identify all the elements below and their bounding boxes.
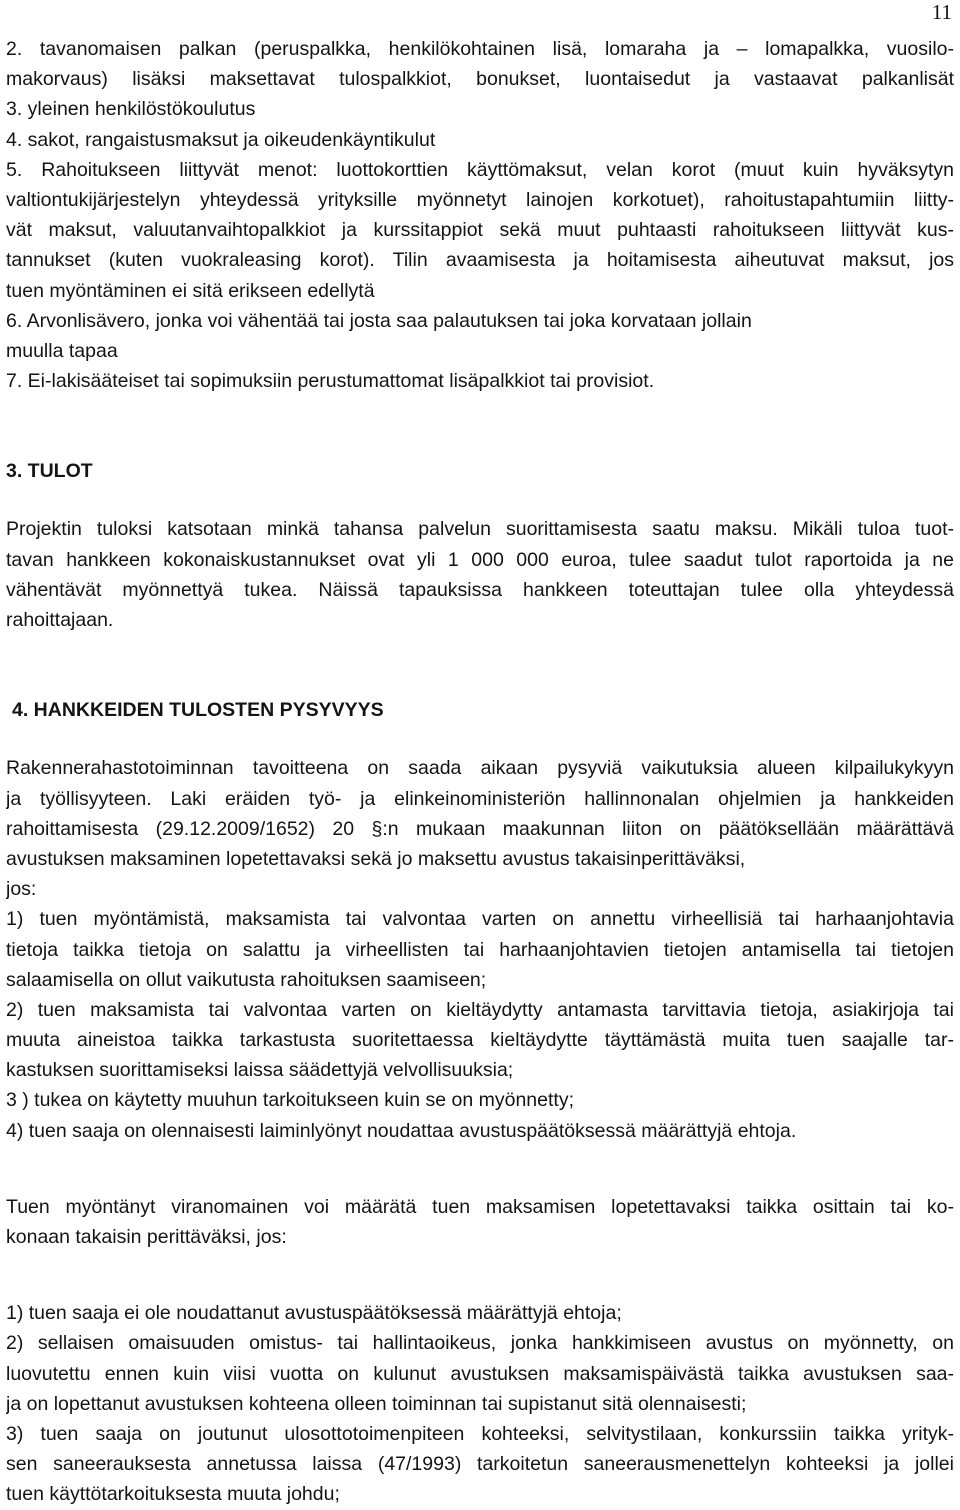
paragraph-line: salaamisella on ollut vaikutusta rahoituksen saamiseen; — [6, 968, 487, 991]
paragraph-line: Rakennerahastotoiminnan tavoitteena on saada aikaan pysyviä vaikutuksia alueen kilpailukykyyn — [6, 757, 954, 780]
list-line: tannukset (kuten vuokraleasing korot). Tilin avaamisesta ja hoitamisesta aiheutuvat maksut, jos — [6, 249, 954, 272]
list-line: tuen myöntäminen ei sitä erikseen edellytä — [6, 279, 375, 302]
list-line: 2) sellaisen omaisuuden omistus- tai hallintaoikeus, jonka hankkimiseen avustus on myönnetty, on — [6, 1332, 954, 1355]
paragraph-line: vähentävät myönnettyä tukea. Näissä tapauksissa hankkeen toteuttajan tulee olla yhteydessä — [6, 578, 954, 601]
paragraph-line: 1) tuen myöntämistä, maksamista tai valvontaa varten on annettu virheellisiä tai harhaanjohtavia — [6, 908, 954, 931]
list-line: sen saneerauksesta annetussa laissa (47/1993) tarkoitetun saneerausmenettelyn kohteeksi ja jollei — [6, 1453, 954, 1476]
paragraph-line: 2) tuen maksamista tai valvontaa varten on kieltäydytty antamasta tarvittavia tietoja, asiakirjoja tai — [6, 998, 954, 1021]
recovery-intro — [6, 1192, 954, 1252]
list-line: 7. Ei-lakisääteiset tai sopimuksiin perustumattomat lisäpalkkiot tai provisiot. — [6, 370, 655, 393]
list-line: valtiontukijärjestelyn yhteydessä yrityksille myönnetyt lainojen korkotuet), rahoitustapahtumiin liitty- — [6, 188, 954, 211]
recovery-list — [6, 1298, 954, 1509]
paragraph-line: avustuksen maksaminen lopetettavaksi sekä jo maksettu avustus takaisinperittäväksi, — [6, 847, 746, 870]
list-line: 6. Arvonlisävero, jonka voi vähentää tai josta saa palautuksen tai joka korvataan jollain — [6, 309, 752, 332]
paragraph-line: jos: — [6, 878, 37, 901]
list-line: vät maksut, valuutanvaihtopalkkiot ja kurssitappiot sekä muut puhtaasti rahoitukseen liittyvät kus- — [6, 219, 954, 242]
paragraph-line: rahoittajaan. — [6, 609, 114, 631]
page-number: 11 — [931, 0, 952, 24]
list-line: makorvaus) lisäksi maksettavat tulospalkkiot, bonukset, luontaisedut ja vastaavat palkanlisät — [6, 68, 954, 91]
paragraph-line: 3 ) tukea on käytetty muuhun tarkoitukseen kuin se on myönnetty; — [6, 1089, 574, 1112]
paragraph-line: tietoja taikka tietoja on salattu ja virheellisten tai harhaanjohtavien tietojen antamisella tai tietojen — [6, 938, 954, 961]
list-line: muulla tapaa — [6, 339, 118, 362]
list-line: ja on lopettanut avustuksen kohteena olleen toiminnan tai supistanut sitä olennaisesti; — [6, 1392, 747, 1415]
list-line: 4. sakot, rangaistusmaksut ja oikeudenkäyntikulut — [6, 128, 436, 151]
paragraph-line: kastuksen suorittamiseksi laissa säädettyjä velvollisuuksia; — [6, 1059, 514, 1082]
list-line: luovutettu ennen kuin viisi vuotta on kulunut avustuksen maksamispäivästä taikka avustuksen saa- — [6, 1362, 954, 1385]
list-line: tuen käyttötarkoituksesta muuta johdu; — [6, 1483, 340, 1506]
paragraph-line: tavan hankkeen kokonaiskustannukset ovat yli 1 000 000 euroa, tulee saadut tulot raportoida ja ne — [6, 548, 954, 571]
section-4-heading: 4. HANKKEIDEN TULOSTEN PYSYVYYS — [12, 699, 384, 722]
list-line: 3. yleinen henkilöstökoulutus — [6, 98, 256, 121]
paragraph-line: konaan takaisin perittäväksi, jos: — [6, 1226, 287, 1248]
section-3-heading: 3. TULOT — [6, 460, 93, 483]
list-line: 1) tuen saaja ei ole noudattanut avustuspäätöksessä määrättyjä ehtoja; — [6, 1302, 622, 1325]
ineligible-costs-list — [6, 34, 954, 396]
paragraph-line: 4) tuen saaja on olennaisesti laiminlyönyt noudattaa avustuspäätöksessä määrättyjä ehtoja. — [6, 1119, 797, 1142]
paragraph-line: rahoittamisesta (29.12.2009/1652) 20 §:n mukaan maakunnan liiton on päätöksellään määrättävä — [6, 817, 954, 840]
list-line: 3) tuen saaja on joutunut ulosottotoimenpiteen kohteeksi, selvitystilaan, konkurssiin taikka yrityk- — [6, 1422, 954, 1445]
section-4-intro — [6, 753, 954, 1145]
document-body — [6, 34, 954, 1510]
list-line: 5. Rahoitukseen liittyvät menot: luottokorttien käyttömaksut, velan korot (muut kuin hyväksytyn — [6, 158, 954, 181]
paragraph-line: Projektin tuloksi katsotaan minkä tahansa palvelun suorittamisesta saatu maksu. Mikäli tuloa tuot- — [6, 518, 954, 541]
list-line: 2. tavanomaisen palkan (peruspalkka, henkilökohtainen lisä, lomaraha ja – lomapalkka, vuosilo- — [6, 38, 954, 60]
paragraph-line: Tuen myöntänyt viranomainen voi määrätä tuen maksamisen lopetettavaksi taikka osittain tai ko- — [6, 1195, 954, 1218]
section-3-paragraph — [6, 514, 954, 635]
paragraph-line: ja työllisyyteen. Laki eräiden työ- ja elinkeinoministeriön hallinnonalan ohjelmien ja hankkeiden — [6, 787, 954, 810]
paragraph-line: muuta aineistoa taikka tarkastusta suoritettaessa kieltäydytte täyttämästä muita tuen saajalle tar- — [6, 1029, 954, 1052]
